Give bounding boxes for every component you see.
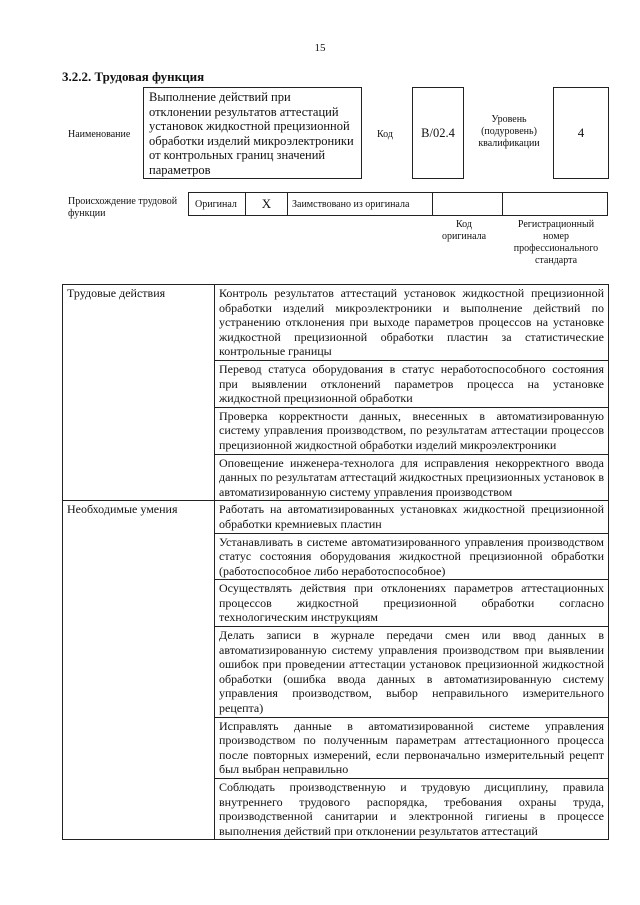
table-cell: Контроль результатов аттестаций установок жидкостной прецизионной обработки изделий микроэлектроники и выполнение действий по устранению отклонения при выходе параметров процессов на установке жидкостной прецизионной обработки пластин за статистические контрольные границы <box>215 285 609 361</box>
original-label: Оригинал <box>195 198 237 210</box>
function-code-box <box>412 87 464 179</box>
table-cell: Проверка корректности данных, внесенных в автоматизированную систему управления производством, по результатам аттестации процессов прецизионной жидкостной обработки изделий микроэлектроники <box>215 407 609 454</box>
name-label: Наименование <box>68 129 131 140</box>
table-cell: Исправлять данные в автоматизированной системе управления производством по полученным параметрам аттестационного процесса после повторных измерений, если первоначально измерительный рецепт был выбран неправильно <box>215 717 609 778</box>
table-cell: Соблюдать производственную и трудовую дисциплину, правила внутреннего трудового распорядка, требования охраны труда, производственной санитарии и электронной гигиены в процессе выполнения действий при отклонении результатов аттестаций <box>215 779 609 840</box>
borrowed-cell <box>288 193 433 215</box>
labor-function-table <box>62 284 609 840</box>
table-cell: Делать записи в журнале передачи смен или ввод данных в автоматизированную систему управления производством при выявлении ошибок при проведении аттестации установок прецизионной жидкостной обработки (ошибка ввода данных в автоматизированную систему управления производством, выбор неправильного измерительного рецепта) <box>215 627 609 718</box>
qualification-level-box <box>553 87 609 179</box>
code-label: Код <box>377 129 393 140</box>
reg-number-cell <box>503 193 607 215</box>
code-original-caption: Код оригинала <box>441 219 487 242</box>
origin-label: Происхождение трудовой функции <box>68 196 178 219</box>
table-cell: Работать на автоматизированных установках жидкостной прецизионной обработки кремниевых пластин <box>215 501 609 533</box>
table-row <box>63 285 609 361</box>
qualification-level-label: Уровень (подуровень) квалификации <box>478 114 540 149</box>
section-heading-labor-actions: Трудовые действия <box>63 285 215 501</box>
borrowed-label: Заимствовано из оригинала <box>292 198 410 210</box>
origin-row <box>188 192 608 216</box>
code-original-cell <box>433 193 503 215</box>
page-number: 15 <box>314 42 326 54</box>
table-cell: Оповещение инженера-технолога для исправления некорректного ввода данных по результатам аттестаций жидкостных прецизионных установок в автоматизированную систему управления производством <box>215 454 609 501</box>
section-title: 3.2.2. Трудовая функция <box>62 69 205 84</box>
reg-number-caption: Регистрационный номер профессионального стандарта <box>513 219 599 266</box>
table-row <box>63 501 609 533</box>
original-mark-cell <box>246 193 288 215</box>
table-cell: Осуществлять действия при отклонениях параметров аттестационных процессов жидкостной прецизионной обработки согласно технологическим инструкциям <box>215 580 609 627</box>
original-mark: X <box>261 196 272 211</box>
table-cell: Перевод статуса оборудования в статус неработоспособного состояния при выявлении отклонений параметров процесса на установке жидкостной прецизионной обработки <box>215 360 609 407</box>
section-heading-required-skills: Необходимые умения <box>63 501 215 840</box>
function-code-value: B/02.4 <box>421 125 455 140</box>
qualification-level-value: 4 <box>577 125 585 140</box>
table-cell: Устанавливать в системе автоматизированного управления производством статус состояния оборудования жидкостной прецизионной обработки (работоспособное либо неработоспособное) <box>215 533 609 580</box>
original-cell <box>189 193 246 215</box>
function-name-box: Выполнение действий при отклонении результатов аттестаций установок жидкостной прецизионной обработки изделий микроэлектроники от контрольных границ значений параметров <box>143 87 362 179</box>
